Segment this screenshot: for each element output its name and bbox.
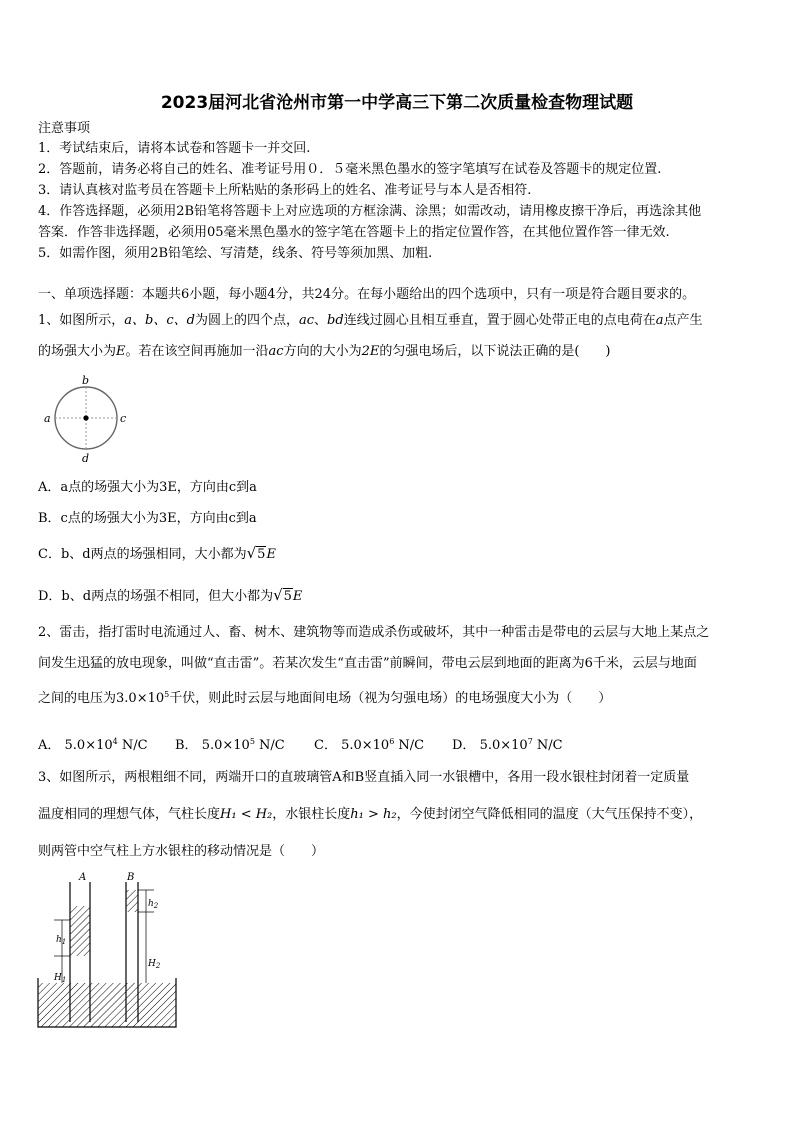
label-c: c (120, 412, 127, 425)
q1-option-a: A．a点的场强大小为3E，方向由c到a (38, 480, 257, 495)
q1-circle-figure (40, 372, 132, 464)
notice-item: 4．作答选择题，必须用2B铅笔将答题卡上对应选项的方框涂满、涂黑；如需改动，请用橡皮擦干净后，再选涂其他 (38, 204, 702, 219)
label-tube-a: A (79, 872, 87, 883)
q2-stem-line3: 之间的电压为$3.0\times 10^5$千伏，则此时云层与地面间电场（视为匀强电场）的电场强度大小为（ ） (38, 690, 612, 706)
notice-heading: 注意事项 (38, 121, 91, 136)
label-h2: $h_2$ (148, 899, 159, 910)
label-tube-b: B (127, 872, 135, 883)
notice-item: 1．考试结束后，请将本试卷和答题卡一并交回. (38, 141, 311, 156)
q2-option-d: D． $5.0\times 10^7$ N/C (452, 737, 563, 753)
label-h1: $h_1$ (56, 935, 67, 946)
q3-stem-line1: 3、如图所示，两根粗细不同，两端开口的直玻璃管A和B竖直插入同一水银槽中，各用一段水银柱封闭着一定质量 (38, 770, 690, 785)
q3-stem-line2: 温度相同的理想气体，气柱长度H₁ < H₂，水银柱长度h₁ > h₂，今使封闭空气降低相同的温度（大气压保持不变）， (38, 807, 703, 822)
q2-option-c: C． $5.0\times 10^6$ N/C (314, 737, 425, 753)
q2-stem-line2: 间发生迅猛的放电现象，叫做“直击雷”。若某次发生“直击雷”前瞬间，带电云层到地面的距离为6千米，云层与地面 (38, 656, 697, 671)
q1-option-b: B．c点的场强大小为3E，方向由c到a (38, 511, 257, 526)
q1-stem-line2: 的场强大小为E。若在该空间再施加一沿ac方向的大小为2E的匀强电场后，以下说法正确的是( ) (38, 344, 611, 359)
notice-item: 答案．作答非选择题，必须用05毫米黑色墨水的签字笔在答题卡上的指定位置作答，在其他位置作答一律无效. (38, 225, 670, 240)
q1-option-c: C．b、d两点的场强相同，大小都为√5E (38, 544, 276, 562)
label-d: d (82, 452, 90, 464)
q2-option-b: B． $5.0\times 10^5$ N/C (175, 737, 285, 753)
notice-item: 3．请认真核对监考员在答题卡上所粘贴的条形码上的姓名、准考证号与本人是否相符. (38, 183, 532, 198)
label-a: a (44, 412, 51, 425)
q3-stem-line3: 则两管中空气柱上方水银柱的移动情况是（ ） (38, 844, 325, 859)
q2-option-a: A． $5.0\times 10^4$ N/C (38, 737, 148, 753)
q1-option-d: D．b、d两点的场强不相同，但大小都为√5E (38, 586, 303, 604)
q3-tubes-figure (30, 868, 190, 1033)
label-H2: $H_2$ (148, 959, 161, 970)
notice-item: 2．答题前，请务必将自己的姓名、准考证号用０．５毫米黑色墨水的签字笔填写在试卷及答题卡的规定位置. (38, 162, 662, 177)
notice-item: 5．如需作图，须用2B铅笔绘、写清楚，线条、符号等须加黑、加粗. (38, 246, 433, 261)
label-b: b (82, 374, 90, 387)
q1-stem-line1: 1、如图所示，a、b、c、d为圆上的四个点，ac、bd连线过圆心且相互垂直，置于圆心处带正电的点电荷在a点产生 (38, 313, 703, 328)
section-heading: 一、单项选择题：本题共6小题，每小题4分，共24分。在每小题给出的四个选项中，只有一项是符合题目要求的。 (38, 287, 696, 302)
page-title: 2023届河北省沧州市第一中学高三下第二次质量检查物理试题 (160, 93, 634, 113)
label-H1: $H_1$ (54, 973, 67, 984)
q2-stem-line1: 2、雷击，指打雷时电流通过人、畜、树木、建筑物等而造成杀伤或破坏，其中一种雷击是带电的云层与大地上某点之 (38, 625, 710, 640)
